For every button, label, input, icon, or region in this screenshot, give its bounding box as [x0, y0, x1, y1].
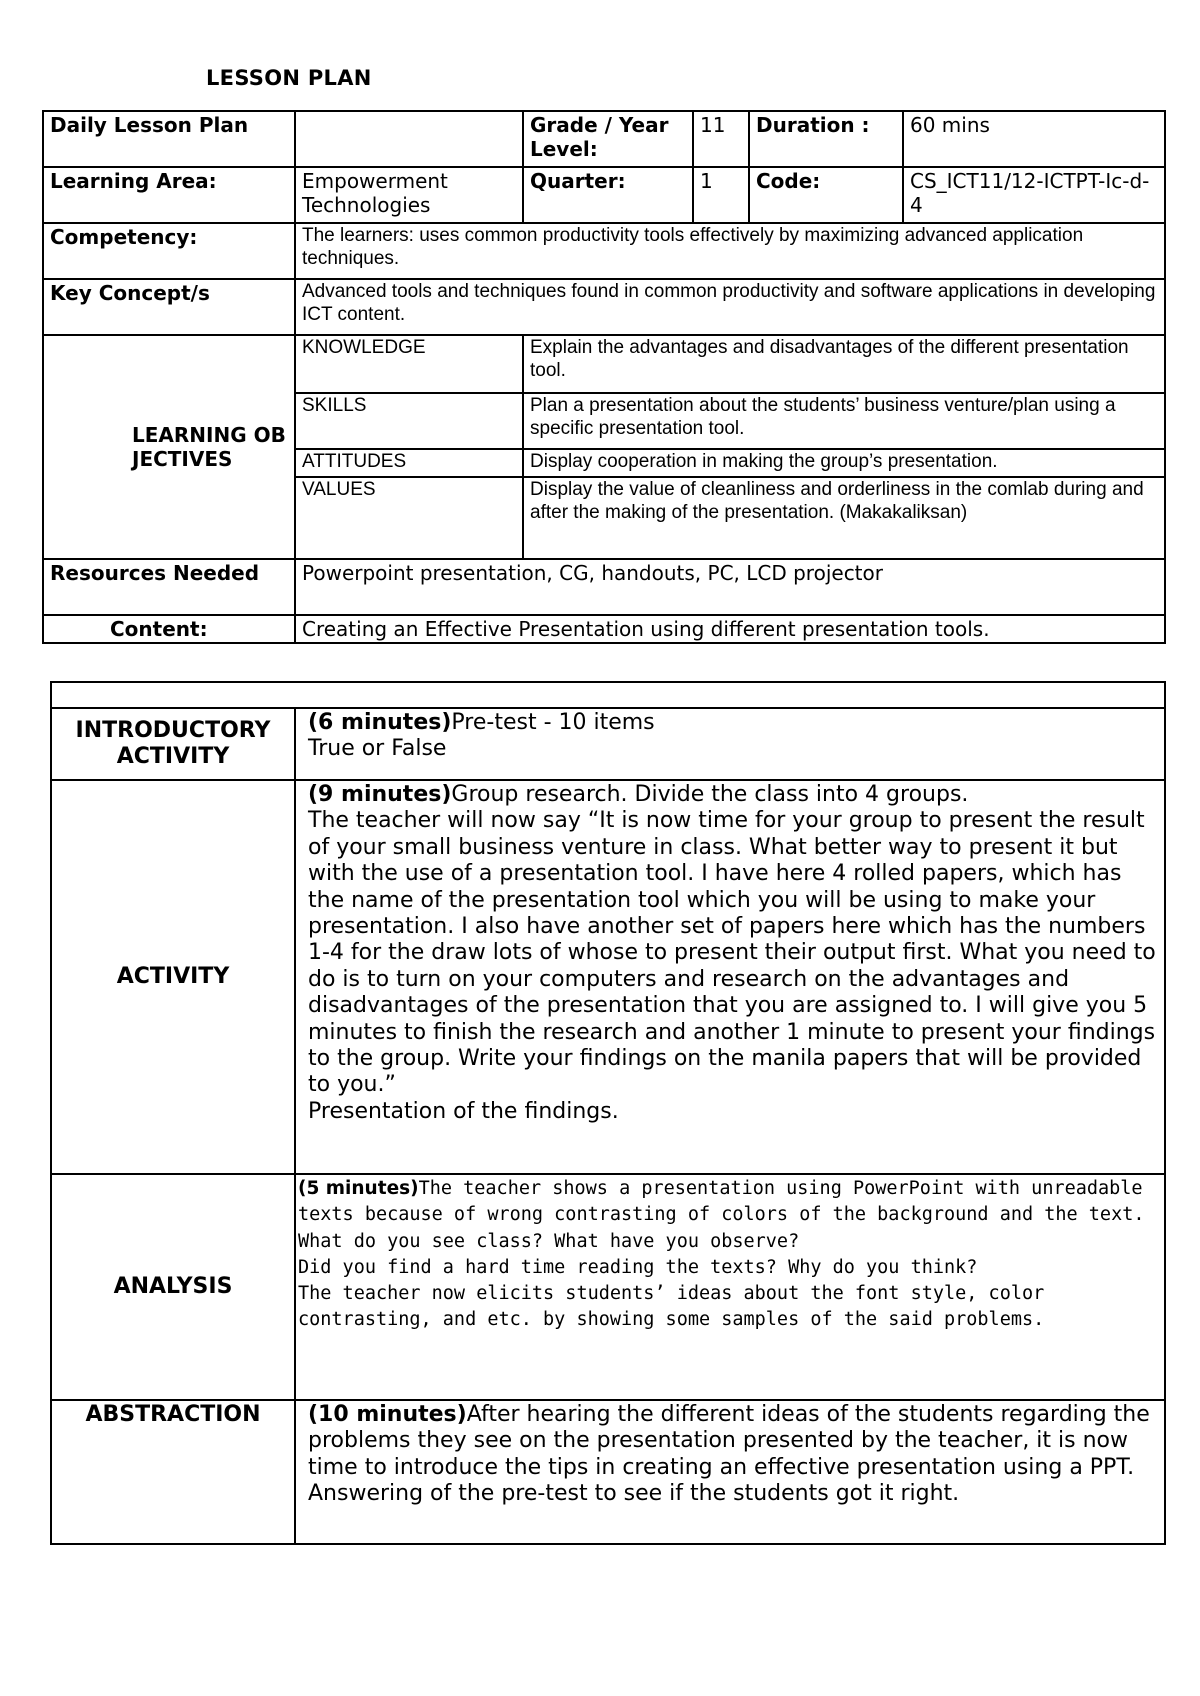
- activity-text: Group research. Divide the class into 4 groups.: [451, 782, 969, 807]
- daily-lesson-plan-value: [295, 111, 523, 167]
- competency-label: Competency:: [43, 223, 295, 279]
- quarter-value: 1: [693, 167, 749, 223]
- grade-level-value: 11: [693, 111, 749, 167]
- objective-type-skills: SKILLS: [295, 393, 523, 449]
- key-concepts-value: Advanced tools and techniques found in common productivity and software applications in developing ICT content.: [295, 279, 1165, 335]
- competency-value: The learners: uses common productivity tools effectively by maximizing advanced application techniques.: [295, 223, 1165, 279]
- objective-type-knowledge: KNOWLEDGE: [295, 335, 523, 393]
- objective-text-skills: Plan a presentation about the students’ business venture/plan using a specific presentation tool.: [523, 393, 1165, 449]
- analysis-time: (5 minutes): [298, 1178, 419, 1199]
- grade-level-label: Grade / Year Level:: [523, 111, 693, 167]
- key-concepts-label: Key Concept/s: [43, 279, 295, 335]
- content-value: Creating an Effective Presentation using different presentation tools.: [295, 615, 1165, 643]
- procedure-table: [50, 681, 1166, 1545]
- abstraction-text: After hearing the different ideas of the students regarding the problems they see on the presentation presented by the teacher, it is now time to introduce the tips in creating an effective presentation using a PPT.: [308, 1402, 1150, 1480]
- duration-value: 60 mins: [903, 111, 1165, 167]
- abstraction-content: [295, 1400, 1165, 1544]
- resources-label: Resources Needed: [43, 559, 295, 615]
- analysis-label: ANALYSIS: [51, 1174, 295, 1400]
- quarter-label: Quarter:: [523, 167, 693, 223]
- objective-text-knowledge: Explain the advantages and disadvantages of the different presentation tool.: [523, 335, 1165, 393]
- resources-value: Powerpoint presentation, CG, handouts, PC, LCD projector: [295, 559, 1165, 615]
- learning-area-label: Learning Area:: [43, 167, 295, 223]
- abstraction-last: Answering of the pre-test to see if the students got it right.: [308, 1481, 960, 1507]
- learning-objectives-label: LEARNING OBJECTIVES: [43, 335, 295, 559]
- analysis-question-1: What do you see class? What have you observe?: [298, 1230, 800, 1252]
- activity-last: Presentation of the findings.: [308, 1098, 619, 1124]
- abstraction-label: ABSTRACTION: [51, 1400, 295, 1544]
- activity-time: (9 minutes): [308, 782, 452, 807]
- objective-type-values: VALUES: [295, 477, 523, 559]
- intro-line2: True or False: [308, 736, 447, 762]
- introductory-activity-content: [295, 708, 1165, 780]
- analysis-content: [295, 1174, 1165, 1400]
- objective-text-values: Display the value of cleanliness and orderliness in the comlab during and after the making of the presentation. (Makakaliksan): [523, 477, 1165, 559]
- code-label: Code:: [749, 167, 903, 223]
- objective-text-attitudes: Display cooperation in making the group’s presentation.: [523, 449, 1165, 477]
- code-value: CS_ICT11/12-ICTPT-Ic-d-4: [903, 167, 1165, 223]
- duration-label: Duration :: [749, 111, 903, 167]
- introductory-activity-label: INTRODUCTORY ACTIVITY: [51, 708, 295, 780]
- page-title: LESSON PLAN: [206, 66, 372, 90]
- procedure-header-row: [51, 682, 1165, 708]
- activity-content: [295, 780, 1165, 1174]
- abstraction-time: (10 minutes): [308, 1402, 467, 1427]
- analysis-question-3: The teacher now elicits students’ ideas about the font style, color contrasting, and etc. by showing some samples of the said problems.: [298, 1283, 1045, 1331]
- daily-lesson-plan-label: Daily Lesson Plan: [43, 111, 295, 167]
- intro-text: Pre-test - 10 items: [451, 710, 655, 735]
- objective-type-attitudes: ATTITUDES: [295, 449, 523, 477]
- lesson-info-table: [42, 110, 1166, 644]
- content-label: Content:: [43, 615, 295, 643]
- intro-time: (6 minutes): [308, 710, 452, 735]
- analysis-text: The teacher shows a presentation using PowerPoint with unreadable texts because of wrong contrasting of colors of the background and the text.: [298, 1178, 1145, 1226]
- activity-label: ACTIVITY: [51, 780, 295, 1174]
- analysis-question-2: Did you find a hard time reading the texts? Why do you think?: [298, 1256, 978, 1278]
- learning-area-value: Empowerment Technologies: [295, 167, 523, 223]
- activity-paragraph: The teacher will now say “It is now time for your group to present the result of your small business venture in class. What better way to present it but with the use of a presentation tool. I have here 4 rolled papers, which has the name of the presentation tool which you will be using to make your presentation. I also have another set of papers here which has the numbers 1-4 for the draw lots of whose to present their output first. What you need to do is to turn on your computers and research on the advantages and disadvantages of the presentation that you are assigned to. I will give you 5 minutes to finish the research and another 1 minute to present your findings to the group. Write your findings on the manila papers that will be provided to you.”: [308, 808, 1156, 1098]
